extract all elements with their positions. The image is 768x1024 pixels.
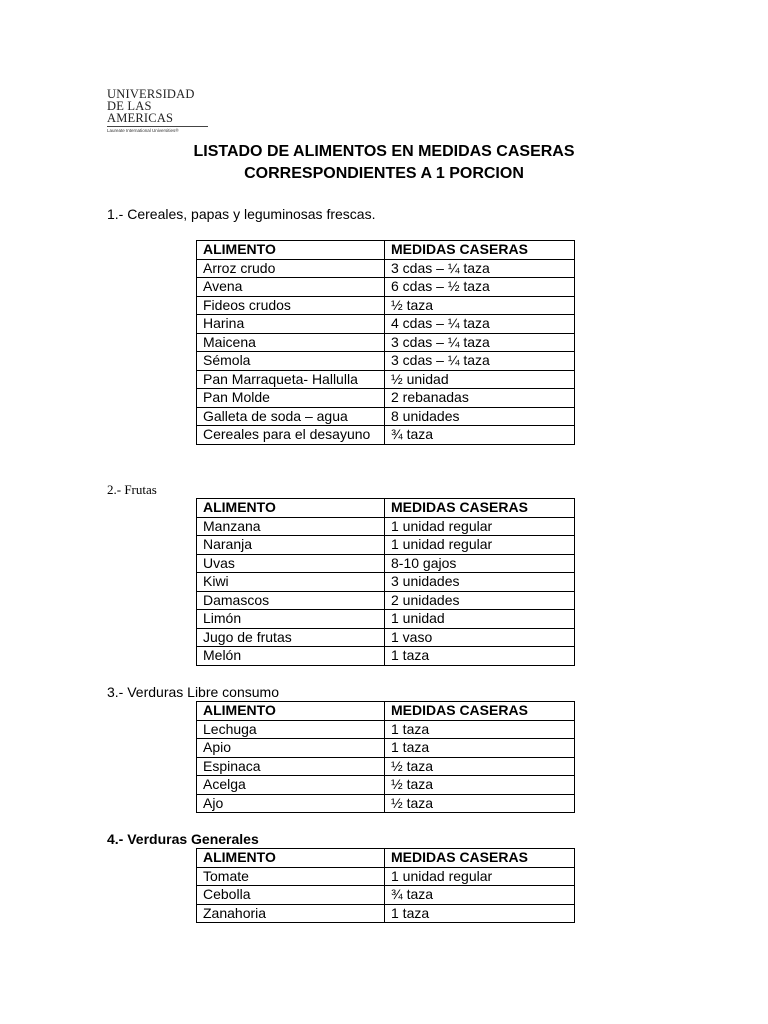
table-row — [197, 536, 575, 555]
table-row — [197, 296, 575, 315]
cell-alimento: Naranja — [197, 536, 385, 555]
table-row — [197, 389, 575, 408]
table-row — [197, 278, 575, 297]
cell-alimento: Cebolla — [197, 886, 385, 905]
cell-medida: 3 unidades — [385, 573, 575, 592]
table-row — [197, 352, 575, 371]
table-row — [197, 867, 575, 886]
cell-alimento: Pan Molde — [197, 389, 385, 408]
cell-alimento: Harina — [197, 315, 385, 334]
table-row — [197, 776, 575, 795]
table-verduras-generales — [196, 848, 575, 923]
logo-tagline: Laureate International Universities® — [107, 128, 179, 133]
logo-line-1: UNIVERSIDAD — [107, 87, 195, 101]
cell-alimento: Cereales para el desayuno — [197, 426, 385, 445]
cell-alimento: Ajo — [197, 794, 385, 813]
header-alimento: ALIMENTO — [197, 499, 385, 518]
cell-alimento: Kiwi — [197, 573, 385, 592]
cell-alimento: Lechuga — [197, 720, 385, 739]
table-header-row — [197, 499, 575, 518]
cell-alimento: Sémola — [197, 352, 385, 371]
table-row — [197, 757, 575, 776]
section-heading-cereales: 1.- Cereales, papas y leguminosas frescas. — [107, 206, 376, 222]
cell-alimento: Pan Marraqueta- Hallulla — [197, 370, 385, 389]
cell-alimento: Espinaca — [197, 757, 385, 776]
cell-medida: 8-10 gajos — [385, 554, 575, 573]
cell-alimento: Jugo de frutas — [197, 628, 385, 647]
table-cereales — [196, 240, 575, 445]
table-row — [197, 904, 575, 923]
table-row — [197, 886, 575, 905]
cell-medida: 3 cdas – ¼ taza — [385, 352, 575, 371]
cell-medida: 1 unidad regular — [385, 867, 575, 886]
header-alimento: ALIMENTO — [197, 702, 385, 721]
table-row — [197, 517, 575, 536]
cell-medida: 1 vaso — [385, 628, 575, 647]
table-row — [197, 315, 575, 334]
table-verduras-libre — [196, 701, 575, 813]
cell-medida: 1 taza — [385, 647, 575, 666]
cell-medida: ½ taza — [385, 757, 575, 776]
header-medidas: MEDIDAS CASERAS — [385, 849, 575, 868]
cell-medida: 1 unidad regular — [385, 536, 575, 555]
page-title-line-1: LISTADO DE ALIMENTOS EN MEDIDAS CASERAS — [193, 143, 575, 160]
cell-alimento: Arroz crudo — [197, 259, 385, 278]
university-logo — [107, 88, 217, 134]
section-heading-frutas: 2.- Frutas — [107, 482, 157, 497]
table-row — [197, 720, 575, 739]
cell-medida: 1 taza — [385, 739, 575, 758]
cell-medida: 8 unidades — [385, 407, 575, 426]
cell-medida: 3 cdas – ¼ taza — [385, 333, 575, 352]
cell-medida: 1 taza — [385, 904, 575, 923]
table-row — [197, 628, 575, 647]
table-row — [197, 591, 575, 610]
cell-medida: ½ taza — [385, 776, 575, 795]
cell-medida: ¾ taza — [385, 426, 575, 445]
table-row — [197, 407, 575, 426]
table-header-row — [197, 849, 575, 868]
cell-alimento: Uvas — [197, 554, 385, 573]
cell-alimento: Zanahoria — [197, 904, 385, 923]
table-header-row — [197, 702, 575, 721]
header-medidas: MEDIDAS CASERAS — [385, 499, 575, 518]
logo-divider — [107, 126, 208, 127]
cell-medida: 1 unidad — [385, 610, 575, 629]
cell-alimento: Limón — [197, 610, 385, 629]
cell-alimento: Maicena — [197, 333, 385, 352]
cell-alimento: Melón — [197, 647, 385, 666]
cell-medida: 2 rebanadas — [385, 389, 575, 408]
cell-alimento: Damascos — [197, 591, 385, 610]
cell-medida: ½ unidad — [385, 370, 575, 389]
cell-alimento: Apio — [197, 739, 385, 758]
page-title-line-2: CORRESPONDIENTES A 1 PORCION — [244, 165, 524, 182]
table-row — [197, 573, 575, 592]
table-header-row — [197, 241, 575, 260]
cell-medida: 6 cdas – ½ taza — [385, 278, 575, 297]
header-alimento: ALIMENTO — [197, 849, 385, 868]
cell-medida: 2 unidades — [385, 591, 575, 610]
cell-medida: 4 cdas – ¼ taza — [385, 315, 575, 334]
logo-line-2: DE LAS AMERICAS — [107, 99, 174, 125]
table-row — [197, 333, 575, 352]
table-row — [197, 794, 575, 813]
cell-medida: 1 unidad regular — [385, 517, 575, 536]
table-row — [197, 647, 575, 666]
table-row — [197, 370, 575, 389]
table-row — [197, 554, 575, 573]
cell-alimento: Manzana — [197, 517, 385, 536]
header-medidas: MEDIDAS CASERAS — [385, 702, 575, 721]
cell-alimento: Galleta de soda – agua — [197, 407, 385, 426]
cell-alimento: Avena — [197, 278, 385, 297]
cell-alimento: Tomate — [197, 867, 385, 886]
cell-medida: ¾ taza — [385, 886, 575, 905]
cell-medida: 1 taza — [385, 720, 575, 739]
header-alimento: ALIMENTO — [197, 241, 385, 260]
section-heading-verduras-libre: 3.- Verduras Libre consumo — [107, 684, 279, 700]
cell-alimento: Acelga — [197, 776, 385, 795]
table-frutas — [196, 498, 575, 666]
table-row — [197, 426, 575, 445]
table-row — [197, 259, 575, 278]
cell-alimento: Fideos crudos — [197, 296, 385, 315]
header-medidas: MEDIDAS CASERAS — [385, 241, 575, 260]
section-heading-verduras-generales: 4.- Verduras Generales — [107, 831, 259, 847]
cell-medida: ½ taza — [385, 296, 575, 315]
table-row — [197, 610, 575, 629]
cell-medida: 3 cdas – ¼ taza — [385, 259, 575, 278]
cell-medida: ½ taza — [385, 794, 575, 813]
table-row — [197, 739, 575, 758]
